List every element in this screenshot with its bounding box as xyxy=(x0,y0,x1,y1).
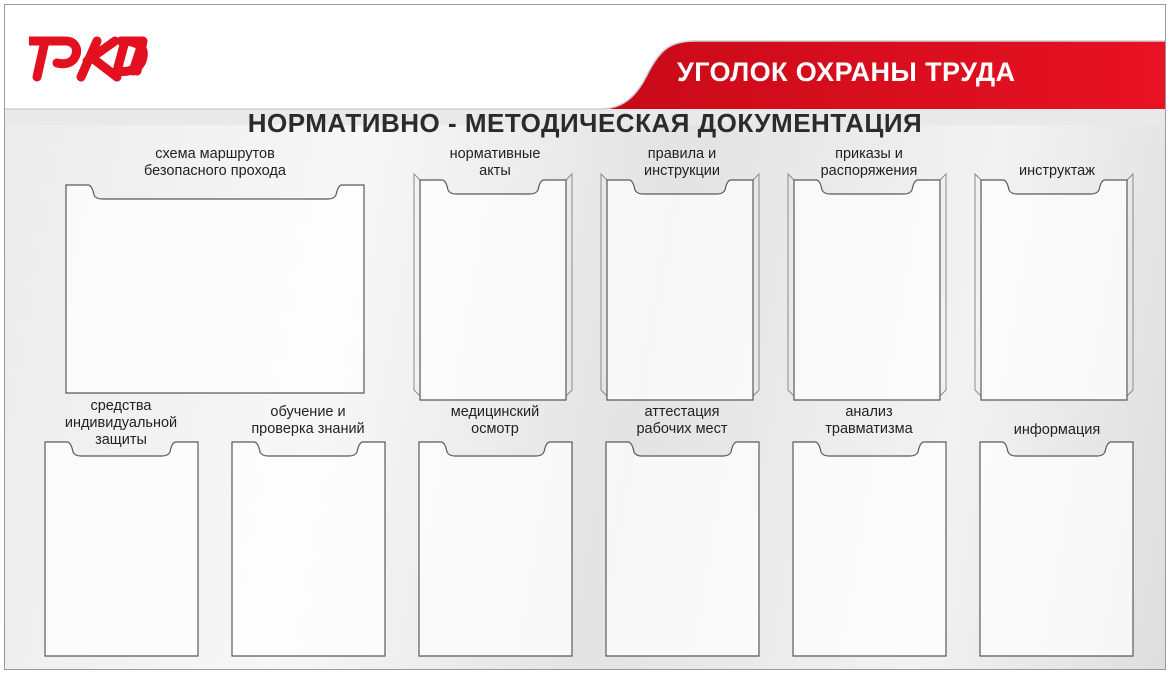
pocket-normative-acts xyxy=(414,180,578,402)
pocket-medical xyxy=(419,442,572,658)
main-title: НОРМАТИВНО - МЕТОДИЧЕСКАЯ ДОКУМЕНТАЦИЯ xyxy=(247,108,923,138)
pocket-label-orders: приказы и распоряжения xyxy=(820,146,918,179)
pocket-routes xyxy=(66,185,364,395)
pocket-label-injury-analysis: анализ травматизма xyxy=(825,404,913,437)
pocket-label-normative-acts: нормативные акты xyxy=(449,146,541,179)
pocket-label-medical: медицинский осмотр xyxy=(450,404,540,437)
pocket-label-information: информация xyxy=(1013,422,1101,438)
pocket-label-certification: аттестация рабочих мест xyxy=(636,404,728,437)
pocket-information xyxy=(980,442,1133,658)
pocket-label-training: обучение и проверка знаний xyxy=(251,404,365,437)
pocket-training xyxy=(232,442,385,658)
pocket-rules xyxy=(601,180,765,402)
pocket-label-routes: схема маршрутов безопасного прохода xyxy=(144,146,286,179)
pocket-ppe xyxy=(45,442,198,658)
pocket-label-rules: правила и инструкции xyxy=(644,146,720,179)
pocket-label-briefing: инструктаж xyxy=(1019,163,1095,179)
pocket-briefing xyxy=(975,180,1139,402)
pocket-injury-analysis xyxy=(793,442,946,658)
pocket-orders xyxy=(788,180,952,402)
pocket-certification xyxy=(606,442,759,658)
banner-title: УГОЛОК ОХРАНЫ ТРУДА xyxy=(677,57,1016,87)
pocket-label-ppe: средства индивидуальной защиты xyxy=(64,398,178,448)
rzd-logo-icon xyxy=(25,27,153,83)
